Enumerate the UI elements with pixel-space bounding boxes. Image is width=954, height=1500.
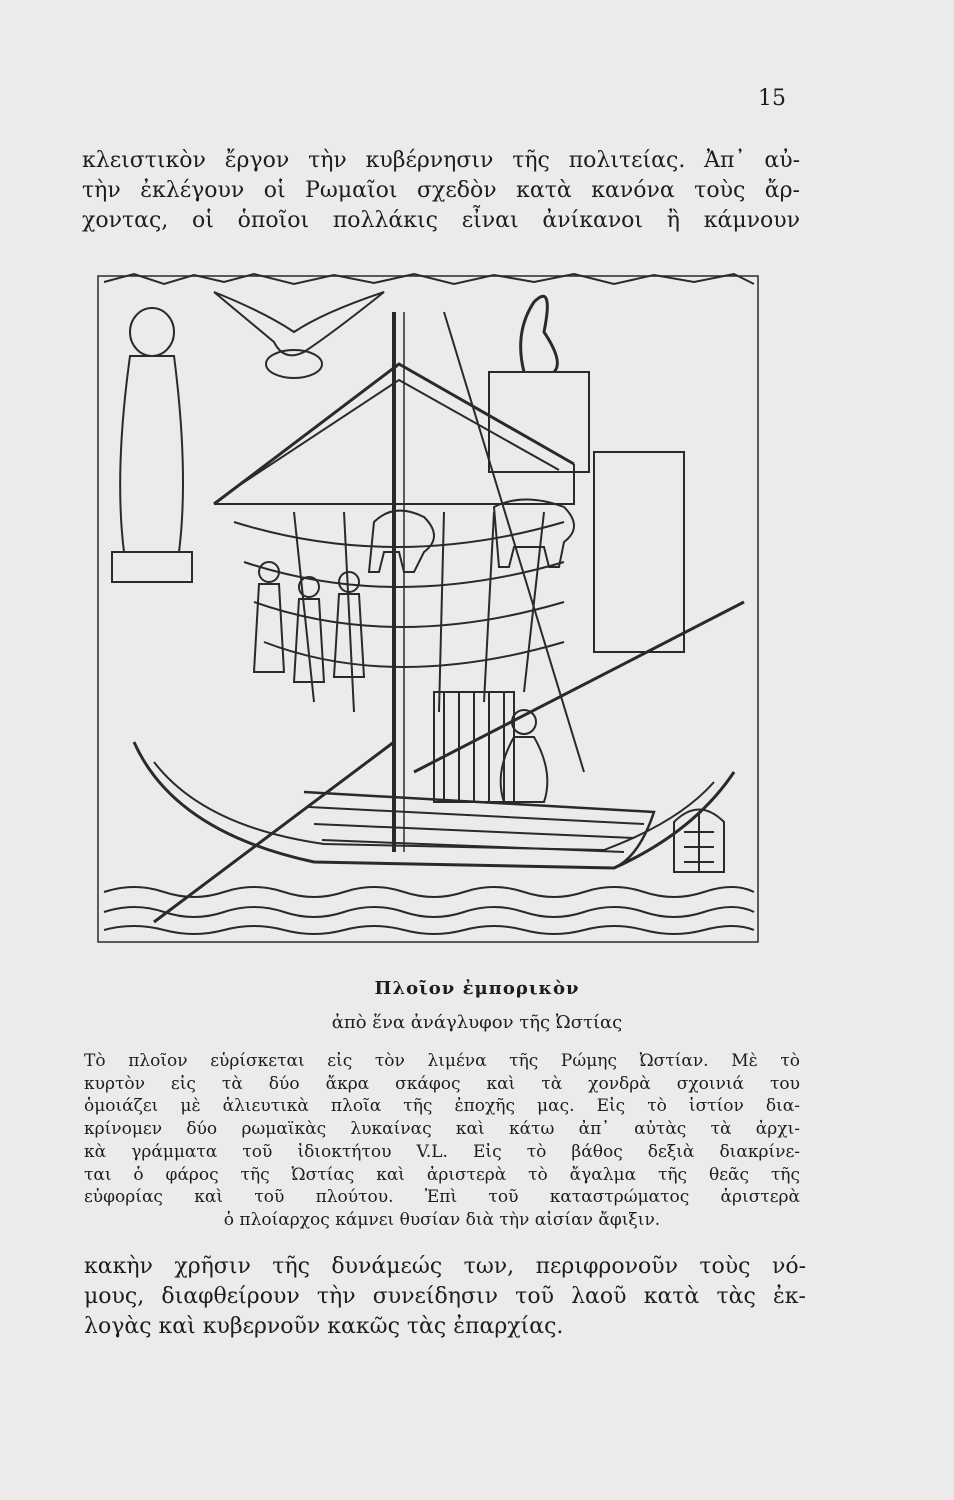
description-line: κυρτὸν εἰς τὰ δύο ἄκρα σκάφος καὶ τὰ χονδρὰ σχοινιά του (84, 1073, 800, 1094)
page-number: 15 (758, 86, 786, 111)
top-paragraph (82, 146, 800, 236)
text-line: κακὴν χρῆσιν τῆς δυνάμεώς των, περιφρονοῦν τοὺς νό- (84, 1254, 806, 1279)
description-line: ὁμοιάζει μὲ ἁλιευτικὰ πλοῖα τῆς ἐποχῆς μας. Εἰς τὸ ἱστίον δια- (84, 1096, 800, 1117)
text-line: τὴν ἐκλέγουν οἱ Ρωμαῖοι σχεδὸν κατὰ κανόνα τοὺς ἄρ- (82, 178, 800, 203)
text-line: χοντας, οἱ ὁποῖοι πολλάκις εἶναι ἀνίκανοι ἢ κάμνουν (82, 208, 800, 233)
description-line: ται ὁ φάρος τῆς Ὠστίας καὶ ἀριστερὰ τὸ ἄγαλμα τῆς θεᾶς τῆς (84, 1164, 800, 1185)
figure-caption-subtitle: ἀπὸ ἕνα ἀνάγλυφον τῆς Ὠστίας (331, 1012, 623, 1033)
description-line: εὐφορίας καὶ τοῦ πλούτου. Ἐπὶ τοῦ καταστρώματος ἀριστερὰ (84, 1187, 800, 1208)
description-line: κρίνομεν δύο ρωμαϊκὰς λυκαίνας καὶ κάτω ἀπ᾿ αὐτὰς τὰ ἀρχι- (84, 1119, 800, 1140)
text-line: κλειστικὸν ἔργον τὴν κυβέρνησιν τῆς πολιτείας. Ἀπ᾿ αὐ- (82, 148, 800, 173)
text-line: μους, διαφθείρουν τὴν συνείδησιν τοῦ λαοῦ κατὰ τὰς ἐκ- (84, 1284, 806, 1309)
figure-description (84, 1050, 800, 1232)
figure-caption-title: Πλοῖον ἐμπορικὸν (374, 978, 580, 999)
bottom-paragraph (84, 1252, 806, 1342)
text-line: λογὰς καὶ κυβερνοῦν κακῶς τὰς ἐπαρχίας. (84, 1314, 564, 1339)
description-line: ὁ πλοίαρχος κάμνει θυσίαν διὰ τὴν αἰσίαν ἄφιξιν. (223, 1209, 661, 1230)
description-line: Τὸ πλοῖον εὑρίσκεται εἰς τὸν λιμένα τῆς Ρώμης Ὠστίαν. Μὲ τὸ (84, 1051, 800, 1071)
description-line: κὰ γράμματα τοῦ ἰδιοκτήτου V.L. Εἰς τὸ βάθος δεξιὰ διακρίνε- (84, 1141, 800, 1162)
ship-relief-illustration (94, 272, 762, 946)
